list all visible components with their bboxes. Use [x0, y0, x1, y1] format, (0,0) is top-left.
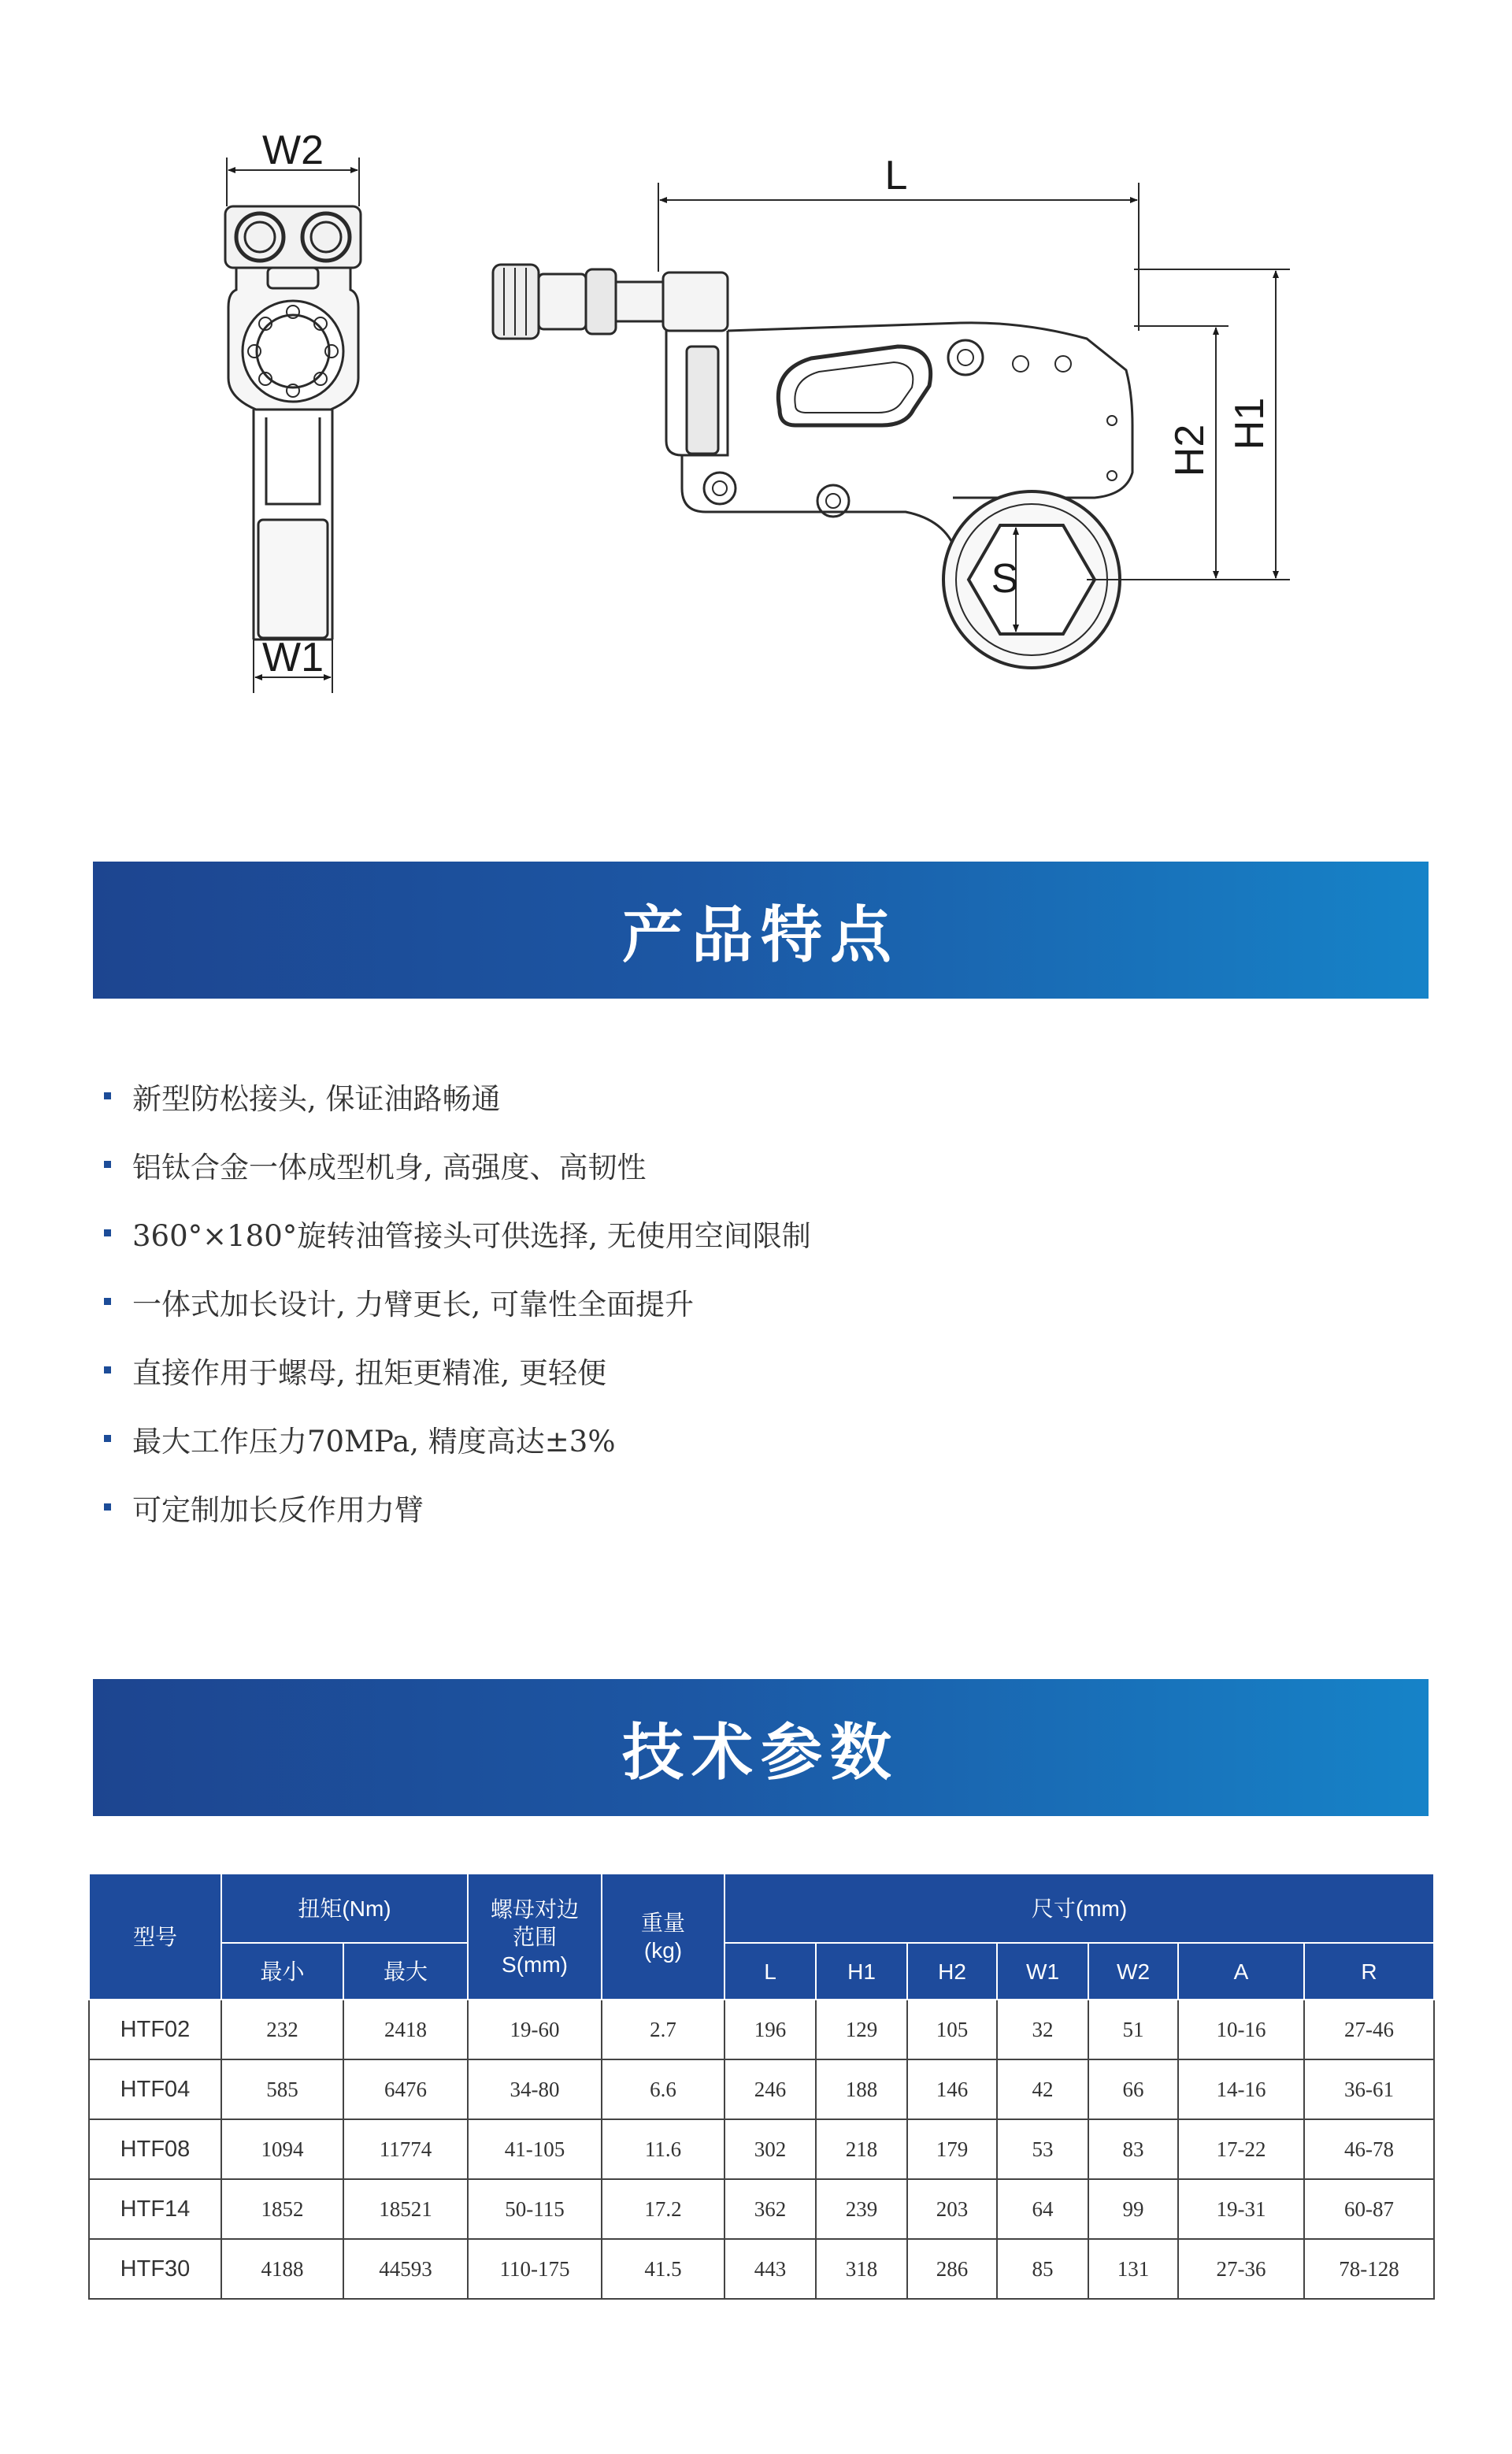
feature-item: 铝钛合金一体成型机身, 高强度、高韧性 [104, 1130, 1364, 1199]
params-banner [93, 1679, 1429, 1816]
label-w2: W2 [262, 128, 324, 173]
cell: 2.7 [602, 2000, 724, 2059]
cell: 585 [221, 2059, 343, 2119]
header-torque-max: 最大 [343, 1943, 468, 2000]
cell: 2418 [343, 2000, 468, 2059]
cell: 129 [816, 2000, 907, 2059]
bullet-icon [104, 1366, 111, 1373]
cell: 11774 [343, 2119, 468, 2179]
front-view [225, 158, 361, 693]
cell: 1094 [221, 2119, 343, 2179]
cell: 203 [907, 2179, 997, 2239]
features-banner [93, 862, 1429, 999]
cell-model: HTF30 [89, 2239, 221, 2299]
cell: 246 [724, 2059, 816, 2119]
cell: 78-128 [1304, 2239, 1434, 2299]
cell-model: HTF14 [89, 2179, 221, 2239]
cell: 46-78 [1304, 2119, 1434, 2179]
cell: 19-60 [468, 2000, 602, 2059]
bullet-icon [104, 1503, 111, 1511]
cell-model: HTF08 [89, 2119, 221, 2179]
feature-item: 新型防松接头, 保证油路畅通 [104, 1062, 1364, 1130]
table-row [89, 2119, 1434, 2179]
cell: 41-105 [468, 2119, 602, 2179]
header-weight: 重量 (kg) [602, 1874, 724, 2000]
cell: 188 [816, 2059, 907, 2119]
label-l: L [884, 153, 908, 198]
product-drawing [0, 0, 1512, 788]
cell: 44593 [343, 2239, 468, 2299]
cell: 362 [724, 2179, 816, 2239]
cell: 443 [724, 2239, 816, 2299]
header-dim-h2: H2 [907, 1943, 997, 2000]
bullet-icon [104, 1435, 111, 1442]
cell: 6.6 [602, 2059, 724, 2119]
cell: 179 [907, 2119, 997, 2179]
cell-model: HTF02 [89, 2000, 221, 2059]
cell: 34-80 [468, 2059, 602, 2119]
feature-item: 一体式加长设计, 力臂更长, 可靠性全面提升 [104, 1267, 1364, 1336]
header-dim-h1: H1 [816, 1943, 907, 2000]
cell: 4188 [221, 2239, 343, 2299]
cell: 99 [1088, 2179, 1178, 2239]
cell: 239 [816, 2179, 907, 2239]
cell: 36-61 [1304, 2059, 1434, 2119]
cell: 10-16 [1178, 2000, 1304, 2059]
bullet-icon [104, 1298, 111, 1305]
cell: 146 [907, 2059, 997, 2119]
cell: 6476 [343, 2059, 468, 2119]
cell: 27-36 [1178, 2239, 1304, 2299]
cell: 318 [816, 2239, 907, 2299]
feature-list [104, 1062, 1364, 1541]
cell: 286 [907, 2239, 997, 2299]
cell: 105 [907, 2000, 997, 2059]
label-h1: H1 [1227, 397, 1273, 450]
cell: 41.5 [602, 2239, 724, 2299]
label-w1: W1 [262, 635, 324, 680]
table-row [89, 2179, 1434, 2239]
cell: 18521 [343, 2179, 468, 2239]
features-title: 产品特点 [621, 899, 899, 971]
table-row [89, 2000, 1434, 2059]
label-h2: H2 [1167, 424, 1213, 477]
cell: 27-46 [1304, 2000, 1434, 2059]
cell: 66 [1088, 2059, 1178, 2119]
header-dim-w2: W2 [1088, 1943, 1178, 2000]
cell: 51 [1088, 2000, 1178, 2059]
header-dim-r: R [1304, 1943, 1434, 2000]
cell: 11.6 [602, 2119, 724, 2179]
cell: 232 [221, 2000, 343, 2059]
cell-model: HTF04 [89, 2059, 221, 2119]
bullet-icon [104, 1092, 111, 1099]
header-torque-min: 最小 [221, 1943, 343, 2000]
table-row [89, 2239, 1434, 2299]
cell: 131 [1088, 2239, 1178, 2299]
cell: 83 [1088, 2119, 1178, 2179]
cell: 110-175 [468, 2239, 602, 2299]
cell: 85 [997, 2239, 1088, 2299]
cell: 32 [997, 2000, 1088, 2059]
header-torque: 扭矩(Nm) [221, 1874, 468, 1943]
spec-table [88, 1873, 1435, 2300]
table-header-row [89, 1874, 1434, 1943]
header-dims: 尺寸(mm) [724, 1874, 1434, 1943]
bullet-icon [104, 1161, 111, 1168]
table-subheader-row [89, 1943, 1434, 2000]
header-dim-l: L [724, 1943, 816, 2000]
cell: 53 [997, 2119, 1088, 2179]
cell: 17-22 [1178, 2119, 1304, 2179]
params-title: 技术参数 [621, 1717, 899, 1789]
header-dim-w1: W1 [997, 1943, 1088, 2000]
cell: 19-31 [1178, 2179, 1304, 2239]
cell: 42 [997, 2059, 1088, 2119]
feature-item: 最大工作压力70MPa, 精度高达±3% [104, 1404, 1364, 1473]
cell: 302 [724, 2119, 816, 2179]
cell: 50-115 [468, 2179, 602, 2239]
cell: 218 [816, 2119, 907, 2179]
bullet-icon [104, 1229, 111, 1236]
header-nut-range: 螺母对边 范围 S(mm) [468, 1874, 602, 2000]
header-dim-a: A [1178, 1943, 1304, 2000]
cell: 17.2 [602, 2179, 724, 2239]
cell: 64 [997, 2179, 1088, 2239]
cell: 1852 [221, 2179, 343, 2239]
header-model: 型号 [89, 1874, 221, 2000]
cell: 60-87 [1304, 2179, 1434, 2239]
feature-item: 360°×180°旋转油管接头可供选择, 无使用空间限制 [104, 1199, 1364, 1267]
label-s: S [991, 556, 1019, 602]
feature-item: 可定制加长反作用力臂 [104, 1473, 1364, 1541]
cell: 14-16 [1178, 2059, 1304, 2119]
cell: 196 [724, 2000, 816, 2059]
table-row [89, 2059, 1434, 2119]
feature-item: 直接作用于螺母, 扭矩更精准, 更轻便 [104, 1336, 1364, 1404]
